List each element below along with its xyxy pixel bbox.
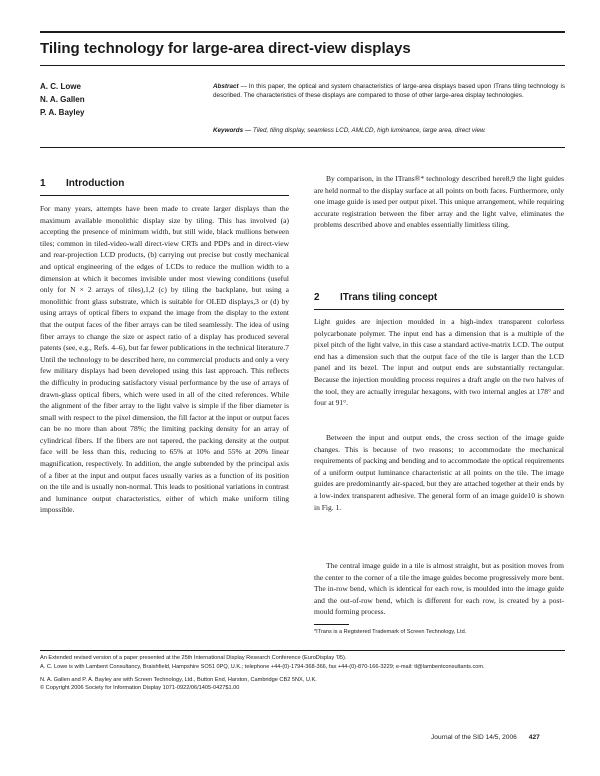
paragraph: Between the input and output ends, the cross section of the image guide changes. This is because of two reasons; to accommodate the mechanical requirements of packing and bending and to accommodate the optical requirements of a uniform output luminance characteristic at all points on the tile. The image guides are predominantly air-spaced, but they are attached together at their ends by a low-index transparent adhesive. The general form of an image guide10 is shown in Fig. 1.: [314, 433, 564, 512]
section-number: 1: [40, 178, 46, 189]
author-name: A. C. Lowe: [40, 82, 81, 91]
section-rule: [314, 309, 564, 310]
keywords-label: Keywords: [213, 127, 244, 134]
abstract: [213, 82, 565, 101]
footnotes: [40, 654, 565, 693]
paragraph: For many years, attempts have been made to create larger displays than the maximum available monolithic display size by tiling. This has involved (a) accepting the presence of minimum width, but still wide, black mullions between tiles; common in tiled-video-wall direct-view CRTs and PDPs and in direct-view and rear-projection LCD products, (b) carrying out precise but costly mechanical and optical engineering of the edges of LCDs to reduce the mullion width to a dimension at which it becomes invisible under most viewing conditions (useful only for N × 2 arrays of tiles),1,2 (c) by tiling the backplane, but using a monolithic front glass substrate, which is suitable for OLED displays,3 or (d) by using arrays of optical fibers to expand the image from the display to the extent that the output faces of the fiber arrays can be tiled seamlessly. The idea of using fiber arrays to change the size or aspect ratio of a display has produced several patents (see, e.g., Refs. 4–6), but far fewer publications in the technical literature.7 Until the technology to be described here, no commercial products and only a very few military displays had been developed using this last approach. This reflects the difficulty in producing satisfactory visual performance by the use of arrays of drawn-glass optical fibers, which were used in all of the cited references. While the alignment of the fiber array to the light valve is simple if the fiber diameter is small with respect to the pixel dimension, the fill factor at the input or output faces can be no more than about 78%; the limiting packing density for an array of cylindrical fibers. If the fibers are not tapered, the packing density at the output face will be less than this, reducing to 65% at 10% and 55% at 20% linear magnification, respectively. In addition, the angle subtended by the principal axis of a fiber at the input and output faces usually varies as a function of its position on the tile and is usually non-normal. This leads to positional variations in contrast and luminance output characteristics, either of which make uniform tiling impossible.: [40, 204, 289, 515]
section-rule: [40, 195, 289, 196]
paragraph: The central image guide in a tile is almost straight, but as position moves from the center to the corner of a tile the image guides become progressively more bent. The in-row bend, which is identical for each row, is moulded into the image guide and the out-of-row bend, which is different for each row, is created by a post-mould forming process.: [314, 561, 564, 617]
footnote-copyright: © Copyright 2006 Society for Information Display 1071-0922/06/1405-0427$1.00: [40, 685, 240, 692]
paper-title: Tiling technology for large-area direct-view displays: [40, 40, 411, 57]
footnote-separator: [40, 650, 565, 651]
footnote-affiliation: N. A. Gallen and P. A. Bayley are with Screen Technology, Ltd., Button End, Harston, Cambridge CB2 5NX, U.K.: [40, 676, 317, 683]
footnote-affiliation: A. C. Lowe is with Lambent Consultancy, Braishfield, Hampshire SO51 0PQ, U.K.; telephone +44-(0)-1794-368-366, fax +44-(0)-870-166-3229; e-mail: tl@lambentconsultants.com.: [40, 663, 485, 670]
abstract-text: — In this paper, the optical and system characteristics of large-area displays based upon ITrans tiling technology is described. The characteristics of these displays are compared to those of other large-area display technologies.: [213, 83, 565, 100]
author-name: N. A. Gallen: [40, 95, 85, 104]
top-rule: [40, 31, 565, 33]
title-rule: [40, 65, 565, 66]
journal-citation: Journal of the SID 14/5, 2006: [431, 734, 517, 741]
abstract-rule: [40, 147, 565, 148]
trademark-note: *ITrans is a Registered Trademark of Screen Technology, Ltd.: [314, 629, 467, 635]
page-number: 427: [528, 734, 540, 741]
paragraph: By comparison, in the ITrans®* technology described here8,9 the light guides are held normal to the display surface at all points on both faces. Furthermore, only one image guide is used per output pixel. This unique arrangement, while requiring accurate registration between the fiber array and the light valve, eliminates the problems described above and enables essentially limitless tiling.: [314, 174, 564, 230]
footnote-rule: [314, 624, 349, 625]
author-list: [40, 80, 85, 119]
section-title: Introduction: [66, 178, 125, 189]
footnote-conference: An Extended revised version of a paper presented at the 25th International Display Research Conference (EuroDisplay '05).: [40, 655, 347, 661]
keywords: [213, 126, 565, 135]
section-heading: [40, 178, 124, 189]
keywords-text: — Tiled, tiling display, seamless LCD, AMLCD, high luminance, large area, direct view.: [244, 127, 486, 134]
section-title: ITrans tiling concept: [340, 292, 438, 303]
abstract-label: Abstract: [213, 83, 239, 90]
page-footer: [431, 734, 540, 741]
section-number: 2: [314, 292, 320, 303]
paragraph: Light guides are injection moulded in a high-index transparent colorless polycarbonate polymer. The input end has a dimension that is a multiple of the pixel pitch of the light valve, in this case a standard active-matrix LCD. The output end has a dimension such that the output face of the tile is larger than the LCD panel and its bezel. The input and output ends are substantially rectangular. Because the injection moulding process requires a draft angle on the two halves of the tool, they are actually irregular hexagons, with two internal angles at 178° and four at 91°.: [314, 317, 564, 408]
section-heading: [314, 292, 437, 303]
author-name: P. A. Bayley: [40, 108, 85, 117]
